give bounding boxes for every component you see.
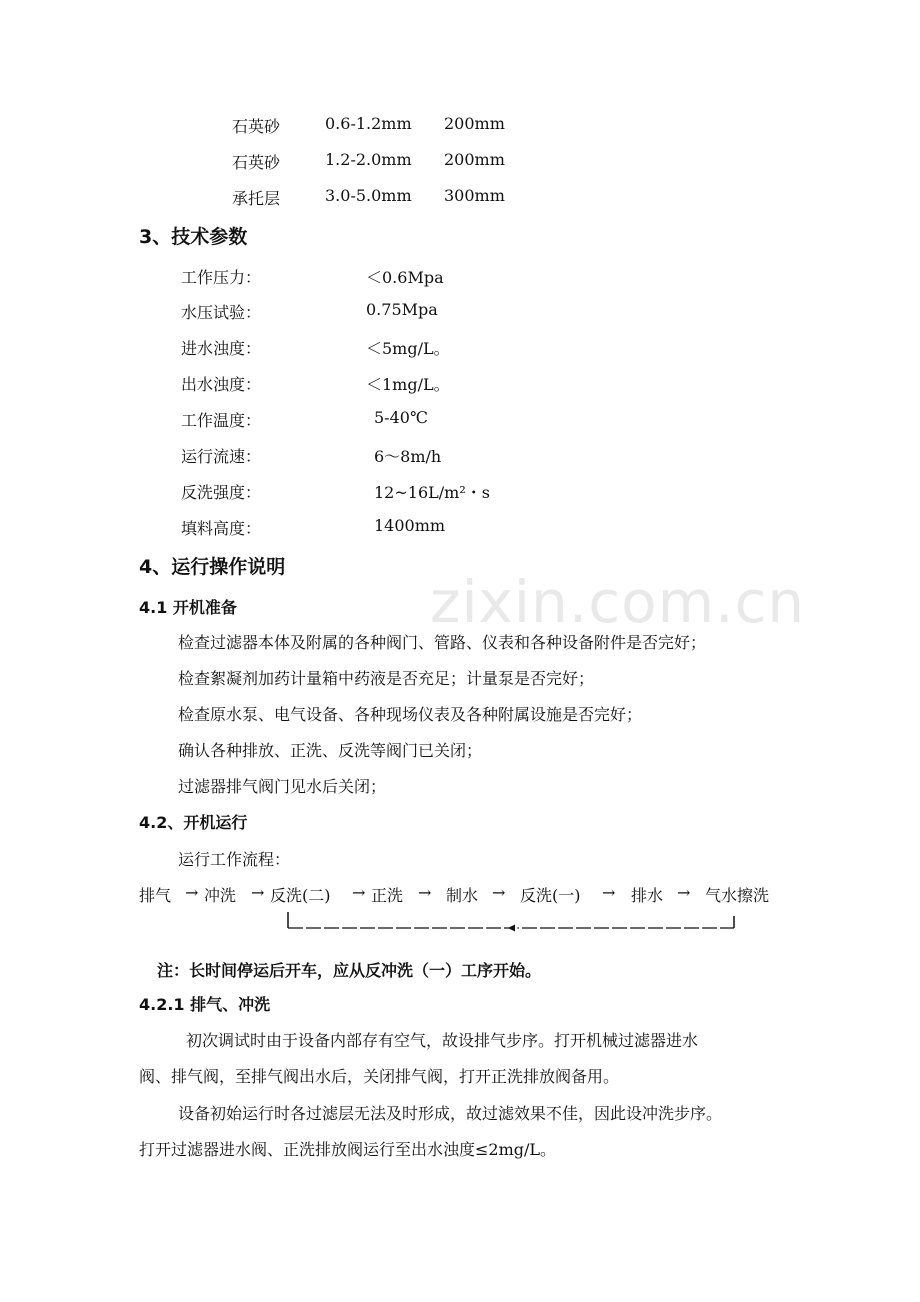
- paragraph-line: 打开过滤器进水阀、正洗排放阀运行至出水浊度≤2mg/L。: [139, 1140, 557, 1159]
- checklist-item: 检查絮凝剂加药计量箱中药液是否充足；计量泵是否完好；: [178, 669, 595, 688]
- param-label: 运行流速：: [181, 447, 262, 466]
- note-text: 注：长时间停运后开车，应从反冲洗（一）工序开始。: [157, 961, 542, 980]
- layer-height: 300mm: [444, 186, 505, 205]
- param-value: 5-40℃: [374, 408, 428, 427]
- flow-step: 排水: [631, 886, 664, 905]
- layer-height: 200mm: [444, 150, 505, 169]
- param-label: 进水浊度：: [181, 339, 262, 358]
- flow-step: 冲洗: [204, 886, 237, 905]
- subsection-heading: 4.1 开机准备: [139, 598, 237, 617]
- param-value: 12~16L/m²・s: [374, 483, 490, 502]
- layer-material: 石英砂: [232, 117, 281, 136]
- param-label: 水压试验：: [181, 303, 262, 322]
- flow-step: 正洗: [371, 886, 404, 905]
- param-value: 1400mm: [374, 516, 446, 535]
- checklist-item: 过滤器排气阀门见水后关闭；: [178, 777, 387, 796]
- checklist-item: 检查原水泵、电气设备、各种现场仪表及各种附属设施是否完好；: [178, 705, 643, 724]
- param-label: 反洗强度：: [181, 483, 262, 502]
- param-value: ＜5mg/L。: [366, 339, 450, 358]
- subsection-heading: 4.2.1 排气、冲洗: [139, 995, 271, 1014]
- checklist-item: 确认各种排放、正洗、反洗等阀门已关闭；: [178, 741, 483, 760]
- flow-arrow-icon: →: [251, 883, 265, 902]
- param-value: 6～8m/h: [374, 447, 442, 466]
- section-heading: 3、技术参数: [139, 226, 248, 248]
- layer-size: 3.0-5.0mm: [325, 186, 412, 205]
- param-value: 0.75Mpa: [366, 300, 438, 319]
- paragraph-line: 阀、排气阀，至排气阀出水后，关闭排气阀，打开正洗排放阀备用。: [139, 1067, 620, 1086]
- param-label: 工作温度：: [181, 411, 262, 430]
- param-value: ＜1mg/L。: [366, 375, 450, 394]
- layer-material: 承托层: [232, 189, 281, 208]
- param-value: ＜0.6Mpa: [366, 268, 444, 287]
- flow-arrow-icon: →: [418, 883, 432, 902]
- param-label: 工作压力：: [181, 268, 262, 287]
- flow-arrow-icon: →: [492, 883, 506, 902]
- layer-size: 1.2-2.0mm: [325, 150, 412, 169]
- subsection-heading: 4.2、开机运行: [139, 813, 248, 832]
- flow-arrow-icon: →: [352, 883, 366, 902]
- paragraph-line: 初次调试时由于设备内部存有空气，故设排气步序。打开机械过滤器进水: [186, 1031, 699, 1050]
- flow-step: 反洗(二): [270, 886, 331, 905]
- flow-arrow-icon: →: [185, 883, 199, 902]
- layer-material: 石英砂: [232, 153, 281, 172]
- flow-step: 反洗(一): [520, 886, 581, 905]
- flow-arrow-icon: →: [677, 883, 691, 902]
- param-label: 填料高度：: [181, 519, 262, 538]
- flow-step: 气水擦洗: [705, 886, 770, 905]
- layer-size: 0.6-1.2mm: [325, 114, 412, 133]
- paragraph-line: 设备初始运行时各过滤层无法及时形成，故过滤效果不佳，因此设冲洗步序。: [178, 1104, 723, 1123]
- flow-title: 运行工作流程：: [178, 850, 291, 869]
- layer-height: 200mm: [444, 114, 505, 133]
- checklist-item: 检查过滤器本体及附属的各种阀门、管路、仪表和各种设备附件是否完好；: [178, 633, 707, 652]
- watermark-text: zixin.com.cn: [430, 568, 806, 636]
- section-heading: 4、运行操作说明: [139, 556, 286, 578]
- flow-arrow-icon: →: [602, 883, 616, 902]
- flow-step: 制水: [446, 886, 479, 905]
- flow-step: 排气: [139, 886, 172, 905]
- flow-return-connector: [280, 912, 740, 936]
- param-label: 出水浊度：: [181, 375, 262, 394]
